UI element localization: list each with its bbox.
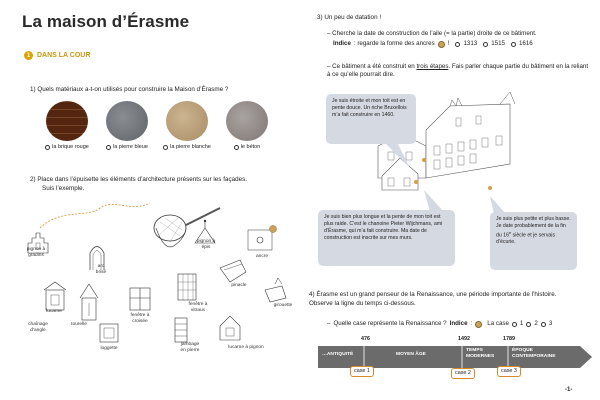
bullet1-text: – Cherche la date de construction de l’aile (= la partie) droite de ce bâtiment. — [327, 30, 537, 37]
gable-dormer-icon — [220, 316, 240, 340]
stained-glass-window-icon — [178, 274, 196, 300]
material-concrete — [224, 101, 270, 151]
material-blue-stone — [104, 101, 150, 151]
question-4: 4) Érasme est un grand penseur de la Renaissance, une période importante de l’histoire. Observe la ligne du temps ci-dessous. — [309, 291, 557, 307]
year-option: 1515 — [491, 40, 505, 48]
dormer-icon — [44, 282, 66, 310]
radio-option[interactable] — [106, 145, 111, 150]
period-modern: TEMPS MODERNES — [466, 348, 495, 359]
period-middle-ages: MOYEN ÂGE — [396, 352, 426, 357]
materials-list — [44, 101, 270, 151]
wall-anchor-icon — [248, 226, 277, 251]
white-stone-image — [166, 101, 208, 141]
section-number: 1 — [24, 51, 33, 60]
case-2-box[interactable]: case 2 — [451, 368, 475, 379]
case-option: 2 — [534, 320, 538, 327]
anchor-coin-icon — [475, 321, 482, 328]
option-label: la brique rouge — [52, 144, 89, 150]
question-3-bullet1 — [327, 30, 591, 49]
case-1-box[interactable]: case 1 — [350, 366, 374, 377]
label-loggia: loggette — [100, 346, 118, 351]
radio-option[interactable] — [163, 145, 168, 150]
section-title: DANS LA COUR — [37, 52, 91, 59]
year-option: 1616 — [518, 40, 533, 48]
label-stained-glass: fenêtre à vitraux — [188, 302, 208, 313]
radio-case-3[interactable] — [541, 322, 546, 327]
indice-colon: : — [470, 320, 473, 327]
question-1: 1) Quels matériaux a-t-on utilisés pour construire la Maison d’Érasme ? — [30, 86, 229, 93]
speech-bubble-narrow: Je suis étroite et mon toit est en pente douce. Un riche Bruxellois m’a fait construire en 1460. — [326, 94, 416, 144]
label-stepped-gable: pignon à gradins — [26, 247, 46, 258]
year-476: 476 — [361, 336, 370, 342]
radio-option[interactable] — [45, 145, 50, 150]
label-finial-gable: pignon à épis — [196, 239, 216, 250]
page-number: -1- — [565, 387, 573, 393]
label-weather-vane: girouette — [273, 303, 293, 308]
stone-jamb-icon — [175, 318, 187, 342]
bubble2-tail — [420, 188, 460, 212]
radio-1515[interactable] — [483, 42, 488, 47]
tower-icon — [80, 284, 98, 320]
radio-option[interactable] — [234, 145, 239, 150]
loggia-icon — [100, 324, 118, 342]
question-3-title: 3) Un peu de datation ! — [317, 14, 382, 21]
anchor-coin-icon — [438, 41, 445, 48]
underlined-text: trois étapes — [416, 63, 449, 70]
concrete-image — [226, 101, 268, 141]
radio-case-2[interactable] — [526, 322, 531, 327]
label-pointed-arch: arc brisé — [95, 264, 107, 275]
question-2 — [30, 176, 280, 193]
indice-text: : regarde la forme des ancres — [353, 40, 435, 48]
dashed-path — [40, 203, 150, 228]
label-corner-chain: chaînage d’angle — [28, 322, 48, 333]
weather-vane-icon — [265, 278, 286, 302]
year-1492: 1492 — [458, 336, 470, 342]
material-white-stone — [164, 101, 210, 151]
year-1789: 1789 — [503, 336, 515, 342]
page-title: La maison d’Érasme — [22, 12, 190, 31]
period-antiquity: …ANTIQUITÉ — [322, 352, 354, 357]
year-option: 1313 — [463, 40, 478, 48]
indice-row — [327, 40, 591, 48]
question-2-line2: Suis l’exemple. — [42, 184, 85, 192]
cross-window-icon — [130, 288, 150, 310]
question-4-sub: – Quelle case représente la Renaissance ? Indice : La case 1 2 3 — [327, 320, 553, 327]
case-option: 1 — [519, 320, 524, 327]
case-option: 3 — [548, 320, 553, 327]
case-label: La case — [487, 320, 509, 327]
option-label: la pierre bleue — [113, 144, 148, 150]
section-header — [24, 51, 90, 60]
material-brick — [44, 101, 90, 151]
indice-label: Indice — [333, 40, 351, 48]
radio-case-1[interactable] — [512, 322, 517, 327]
label-gable-dormer: lucarne à pignon — [228, 345, 264, 350]
label-pinnacle: pinacle — [231, 283, 247, 288]
case-3-box[interactable]: case 3 — [497, 366, 521, 377]
bubble1-tail — [380, 140, 430, 170]
radio-1313[interactable] — [455, 42, 460, 47]
label-anchor: ancre — [256, 254, 268, 259]
option-label: la pierre blanche — [170, 144, 211, 150]
period-contemporary: ÉPOQUE CONTEMPORAINE — [512, 348, 556, 359]
question-3-bullet2: – Ce bâtiment a été construit en trois étapes. Fais parler chaque partie du bâtiment en la reliant à ce qu’elle pourrait dire. — [327, 63, 589, 79]
radio-1616[interactable] — [511, 42, 516, 47]
speech-bubble-small: Je suis plus petite et plus basse. Je date probablement de la fin du 16e siècle et je servais d’écurie. — [490, 212, 577, 270]
blue-stone-image — [106, 101, 148, 141]
indice-label-2: Indice — [449, 320, 468, 327]
option-label: le béton — [240, 144, 261, 150]
brick-image — [46, 101, 88, 141]
speech-bubble-long: Je suis bien plus longue et la pente de mon toit est plus raide. C’est le chanoine Pieter Wijchmans, ami d’Érasme, qui m’a fait construire. Ma date de construction est inscrite sur mes murs. — [318, 210, 455, 266]
question-2-line1: 2) Place dans l’épuisette les éléments d’architecture présents sur les façades. — [30, 176, 248, 183]
indice-exclamation: ! — [447, 40, 450, 48]
question-4-text: Quelle case représente la Renaissance ? — [333, 320, 447, 327]
label-stone-jamb: jambage en pierre — [180, 342, 200, 353]
label-dormer: lucarne — [46, 309, 62, 314]
label-cross-window: fenêtre à croisée — [130, 313, 150, 324]
pinnacle-icon — [220, 260, 246, 282]
label-tower: tourelle — [71, 322, 87, 327]
